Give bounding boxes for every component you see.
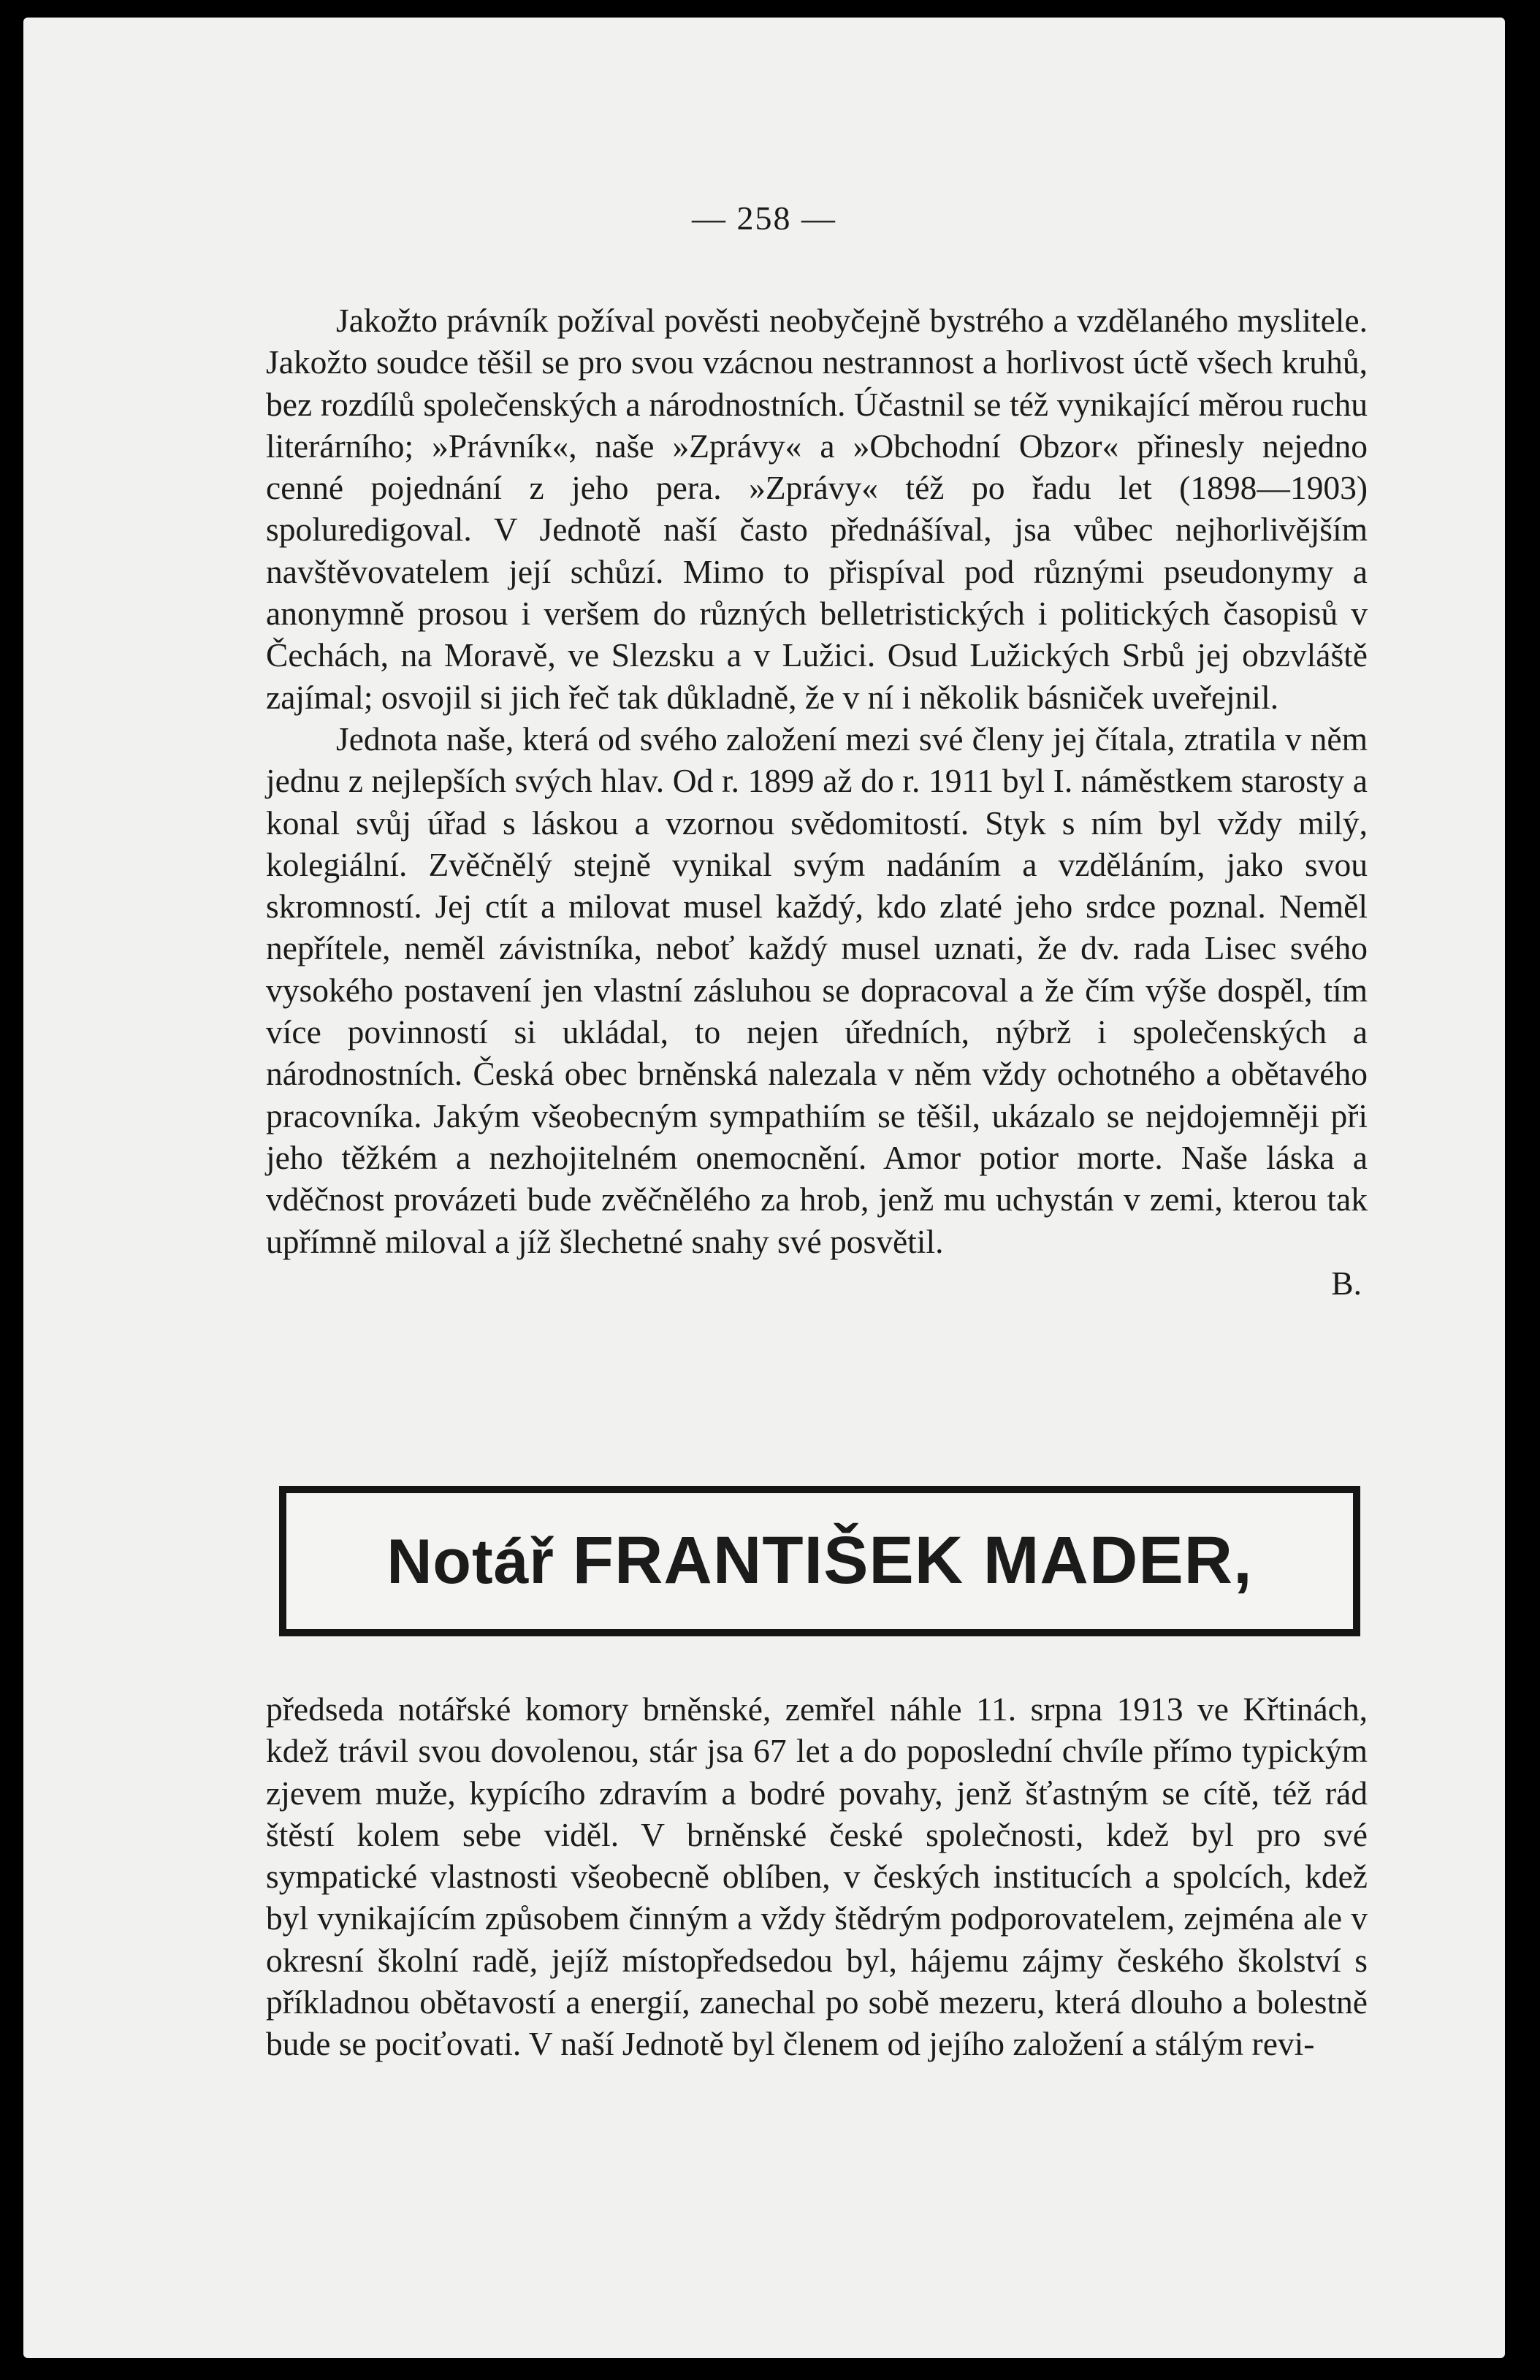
paragraph-1: Jakožto právník požíval pověsti neobyčejně bystrého a vzdělaného myslitele. Jakožto soudce těšil se pro svou vzácnou nestrannost a horlivost úctě všech kruhů, bez rozdílů společenských a národnostních. Účastnil se též vynikající měrou ruchu literárního; »Právník«, naše »Zprávy« a »Obchodní Obzor« přinesly nejedno cenné pojednání z jeho pera. »Zprávy« též po řadu let (1898—1903) spoluredigoval. V Jednotě naší často přednášíval, jsa vůbec nejhorlivějším navštěvovatelem její schůzí. Mimo to přispíval pod různými pseudonymy a anonymně prosou i veršem do různých belletristických i politických časopisů v Čechách, na Moravě, ve Slezsku a v Lužici. Osud Lužických Srbů jej obzvláště zajímal; osvojil si jich řeč tak důkladně, že v ní i několik básniček uveřejnil. [266,302,1368,716]
obituary-heading [286,1524,1353,1598]
obituary-heading-box [279,1486,1360,1636]
paragraph-2: Jednota naše, která od svého založení mezi své členy jej čítala, ztratila v něm jednu z nejlepších svých hlav. Od r. 1899 až do r. 1911 byl I. náměstkem starosty a konal svůj úřad s láskou a vzornou svědomitostí. Styk s ním byl vždy milý, kolegiální. Zvěčnělý stejně vynikal svým nadáním a vzděláním, jako svou skromností. Jej ctít a milovat musel každý, kdo zlaté jeho srdce poznal. Neměl nepřítele, neměl závistníka, neboť každý musel uznati, že dv. rada Lisec svého vysokého postavení jen vlastní zásluhou se dopracoval a že čím výše dospěl, tím více povinností si ukládal, to nejen úředních, nýbrž i společenských a národnostních. Česká obec brněnská nalezala v něm vždy ochotného a obětavého pracovníka. Jakým všeobecným sympathiím se těšil, ukázalo se nejdojemněji při jeho těžkém a nezhojitelném onemocnění. Amor potior morte. Naše láska a vděčnost provázeti bude zvěčnělého za hrob, jenž mu uchystán v zemi, kterou tak upřímně miloval a jíž šlechetné snahy své posvětil. [266,720,1368,1260]
book-page [23,18,1505,2358]
page-number: — 258 — [692,199,836,237]
author-signature: B. [1331,1264,1362,1302]
article-mader-obituary [266,1688,1368,2065]
article-lisec-obituary-end [266,300,1368,1304]
heading-prefix: Notář [386,1527,554,1597]
heading-name: FRANTIŠEK MADER, [572,1523,1253,1598]
signature-row [266,1262,1368,1304]
paragraph-2-with-signature [266,718,1368,1262]
paragraph-mader-1: předseda notářské komory brněnské, zemřel náhle 11. srpna 1913 ve Křtinách, kdež trávil svou dovolenou, stár jsa 67 let a do poposlední chvíle přímo typickým zjevem muže, kypícího zdravím a bodré povahy, jenž šťastným se cítě, též rád štěstí kolem sebe viděl. V brněnské české společnosti, kdež byl pro své sympatické vlastnosti všeobecně oblíben, v českých institucích a spolcích, kdež byl vynikajícím způsobem činným a vždy štědrým podporovatelem, zejména ale v okresní školní radě, jejíž místopředsedou byl, hájemu zájmy českého školství s příkladnou obětavostí a energií, zanechal po sobě mezeru, která dlouho a bolestně bude se pociťovati. V naší Jednotě byl členem od jejího založení a stálým revi- [266,1690,1368,2063]
